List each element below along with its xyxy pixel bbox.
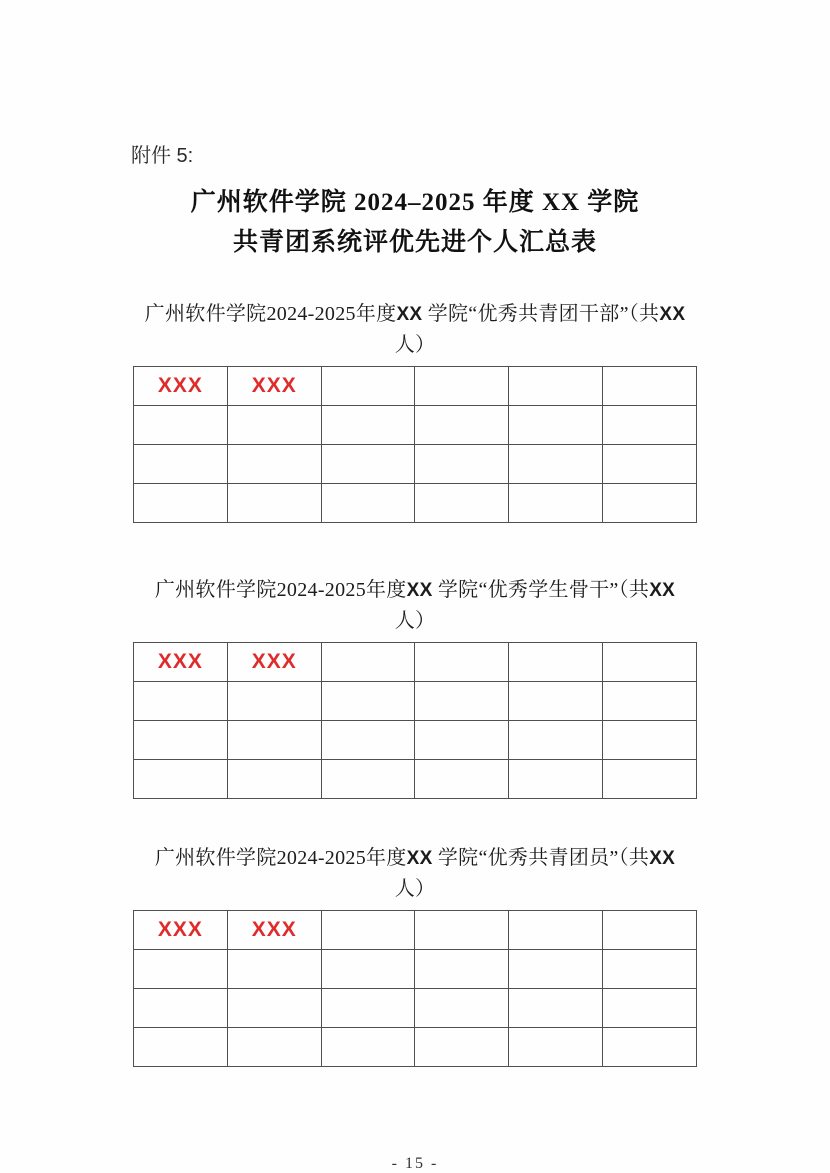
- table-caption: [133, 843, 697, 904]
- table-row: [134, 760, 697, 799]
- table-cell[interactable]: [603, 721, 697, 760]
- table-cell[interactable]: [227, 484, 321, 523]
- awardees-table: [133, 910, 697, 1067]
- award-section-members: [133, 843, 697, 1067]
- caption-text: 学院“优秀学生骨干”（共: [432, 579, 650, 601]
- table-row: [134, 406, 697, 445]
- table-cell[interactable]: [509, 911, 603, 950]
- table-cell[interactable]: [321, 682, 415, 721]
- table-cell[interactable]: XXX: [134, 367, 228, 406]
- table-cell[interactable]: [227, 950, 321, 989]
- caption-wrap-line: 人）: [394, 334, 436, 356]
- table-cell[interactable]: [415, 484, 509, 523]
- page-title-line1: 广州软件学院 2024–2025 年度 XX 学院: [190, 189, 640, 216]
- table-cell[interactable]: [415, 367, 509, 406]
- table-row: [134, 445, 697, 484]
- table-cell[interactable]: [603, 989, 697, 1028]
- table-cell[interactable]: [134, 484, 228, 523]
- table-cell[interactable]: [227, 682, 321, 721]
- table-cell[interactable]: XXX: [227, 911, 321, 950]
- caption-text: 学院“优秀共青团员”（共: [432, 847, 650, 869]
- table-row: [134, 367, 697, 406]
- table-cell[interactable]: XXX: [227, 367, 321, 406]
- table-cell[interactable]: [509, 484, 603, 523]
- awardees-table: [133, 642, 697, 799]
- caption-text: 广州软件学院2024-2025年度: [154, 579, 407, 601]
- table-cell[interactable]: [134, 682, 228, 721]
- table-cell[interactable]: [603, 406, 697, 445]
- table-row: [134, 1028, 697, 1067]
- table-cell[interactable]: [509, 445, 603, 484]
- caption-text: 人）: [394, 610, 436, 632]
- table-cell[interactable]: [227, 989, 321, 1028]
- table-cell[interactable]: [227, 721, 321, 760]
- table-cell[interactable]: [603, 950, 697, 989]
- table-cell[interactable]: [509, 721, 603, 760]
- table-cell[interactable]: [134, 1028, 228, 1067]
- table-cell[interactable]: [227, 445, 321, 484]
- caption-xx-placeholder: XX: [649, 580, 676, 601]
- table-row: [134, 721, 697, 760]
- table-row: [134, 484, 697, 523]
- table-cell[interactable]: [415, 721, 509, 760]
- table-cell[interactable]: [321, 484, 415, 523]
- caption-text: 广州软件学院2024-2025年度: [144, 303, 397, 325]
- caption-text: 广州软件学院2024-2025年度: [154, 847, 407, 869]
- page-number: - 15 -: [391, 1155, 439, 1172]
- caption-text: 学院“优秀共青团干部”（共: [422, 303, 660, 325]
- table-cell[interactable]: [415, 911, 509, 950]
- table-cell[interactable]: [134, 721, 228, 760]
- table-cell[interactable]: [321, 911, 415, 950]
- table-cell[interactable]: [415, 989, 509, 1028]
- table-cell[interactable]: [603, 484, 697, 523]
- table-cell[interactable]: [603, 1028, 697, 1067]
- caption-xx-placeholder: XX: [649, 848, 676, 869]
- table-cell[interactable]: [415, 1028, 509, 1067]
- attachment-label: 附件 5:: [131, 145, 194, 167]
- caption-xx-placeholder: XX: [406, 848, 433, 869]
- caption-xx-placeholder: XX: [406, 580, 433, 601]
- table-cell[interactable]: [415, 445, 509, 484]
- table-cell[interactable]: [321, 406, 415, 445]
- table-cell[interactable]: [227, 760, 321, 799]
- table-cell[interactable]: XXX: [227, 643, 321, 682]
- table-row: [134, 643, 697, 682]
- table-cell[interactable]: [415, 682, 509, 721]
- table-caption: [133, 575, 697, 636]
- table-cell[interactable]: [509, 1028, 603, 1067]
- table-cell[interactable]: [134, 406, 228, 445]
- table-cell[interactable]: [321, 721, 415, 760]
- table-cell[interactable]: [603, 445, 697, 484]
- table-cell[interactable]: [321, 1028, 415, 1067]
- page-title-line2: 共青团系统评优先进个人汇总表: [232, 229, 597, 256]
- table-cell[interactable]: [321, 989, 415, 1028]
- table-cell[interactable]: [134, 989, 228, 1028]
- table-cell[interactable]: [227, 1028, 321, 1067]
- caption-text: 人）: [394, 878, 436, 900]
- table-cell[interactable]: [227, 406, 321, 445]
- page-title: [133, 183, 697, 263]
- table-cell[interactable]: [603, 682, 697, 721]
- awardees-table: [133, 366, 697, 523]
- table-cell[interactable]: [509, 367, 603, 406]
- table-cell[interactable]: [321, 445, 415, 484]
- table-cell[interactable]: [509, 950, 603, 989]
- award-section-student-backbone: [133, 575, 697, 799]
- table-row: [134, 911, 697, 950]
- table-cell[interactable]: [603, 367, 697, 406]
- table-row: [134, 682, 697, 721]
- table-cell[interactable]: [415, 406, 509, 445]
- table-caption: [133, 299, 697, 360]
- table-cell[interactable]: [321, 950, 415, 989]
- table-cell[interactable]: [415, 760, 509, 799]
- table-cell[interactable]: [603, 911, 697, 950]
- table-cell[interactable]: [134, 760, 228, 799]
- table-cell[interactable]: [134, 950, 228, 989]
- table-cell[interactable]: [415, 643, 509, 682]
- table-cell[interactable]: [509, 406, 603, 445]
- table-cell[interactable]: [509, 643, 603, 682]
- caption-xx-placeholder: XX: [659, 304, 686, 325]
- table-cell[interactable]: [603, 643, 697, 682]
- table-row: [134, 950, 697, 989]
- table-cell[interactable]: [321, 643, 415, 682]
- table-cell[interactable]: [134, 445, 228, 484]
- table-cell[interactable]: [603, 760, 697, 799]
- table-cell[interactable]: [415, 950, 509, 989]
- table-cell[interactable]: [509, 682, 603, 721]
- table-cell[interactable]: [509, 989, 603, 1028]
- caption-xx-placeholder: XX: [396, 304, 423, 325]
- table-cell[interactable]: XXX: [134, 643, 228, 682]
- award-section-cadres: [133, 299, 697, 523]
- table-row: [134, 989, 697, 1028]
- table-cell[interactable]: [321, 367, 415, 406]
- table-cell[interactable]: [321, 760, 415, 799]
- table-cell[interactable]: XXX: [134, 911, 228, 950]
- table-cell[interactable]: [509, 760, 603, 799]
